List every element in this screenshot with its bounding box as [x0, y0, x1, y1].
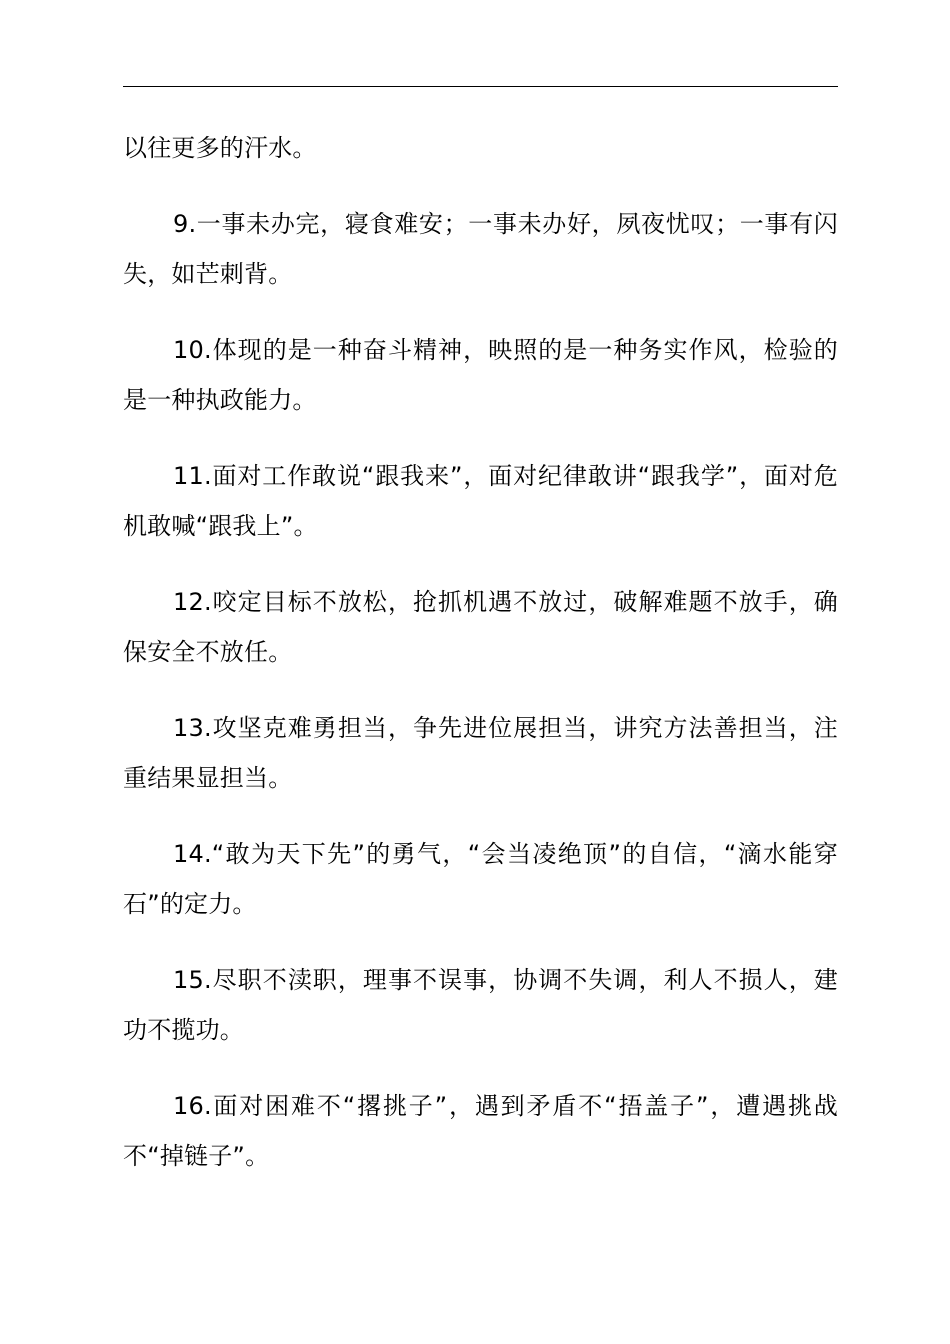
- paragraph-item-9: 9.一事未办完，寝食难安；一事未办好，夙夜忧叹；一事有闪失，如芒刺背。: [123, 210, 838, 288]
- paragraph-item-10: 10.体现的是一种奋斗精神，映照的是一种务实作风，检验的是一种执政能力。: [123, 336, 838, 414]
- paragraph-item-13: 13.攻坚克难勇担当，争先进位展担当，讲究方法善担当，注重结果显担当。: [123, 714, 838, 792]
- paragraph-item-11: 11.面对工作敢说“跟我来”，面对纪律敢讲“跟我学”，面对危机敢喊“跟我上”。: [123, 462, 838, 540]
- paragraph-item-16: 16.面对困难不“撂挑子”，遇到矛盾不“捂盖子”，遭遇挑战不“掉链子”。: [123, 1092, 838, 1170]
- continuation-paragraph: 以往更多的汗水。: [123, 134, 317, 162]
- document-body: [123, 123, 838, 1207]
- paragraph-item-15: 15.尽职不渎职，理事不误事，协调不失调，利人不损人，建功不揽功。: [123, 966, 838, 1044]
- header-rule: [123, 86, 838, 87]
- paragraph-item-14: 14.“敢为天下先”的勇气，“会当凌绝顶”的自信，“滴水能穿石”的定力。: [123, 840, 838, 918]
- paragraph-item-12: 12.咬定目标不放松，抢抓机遇不放过，破解难题不放手，确保安全不放任。: [123, 588, 838, 666]
